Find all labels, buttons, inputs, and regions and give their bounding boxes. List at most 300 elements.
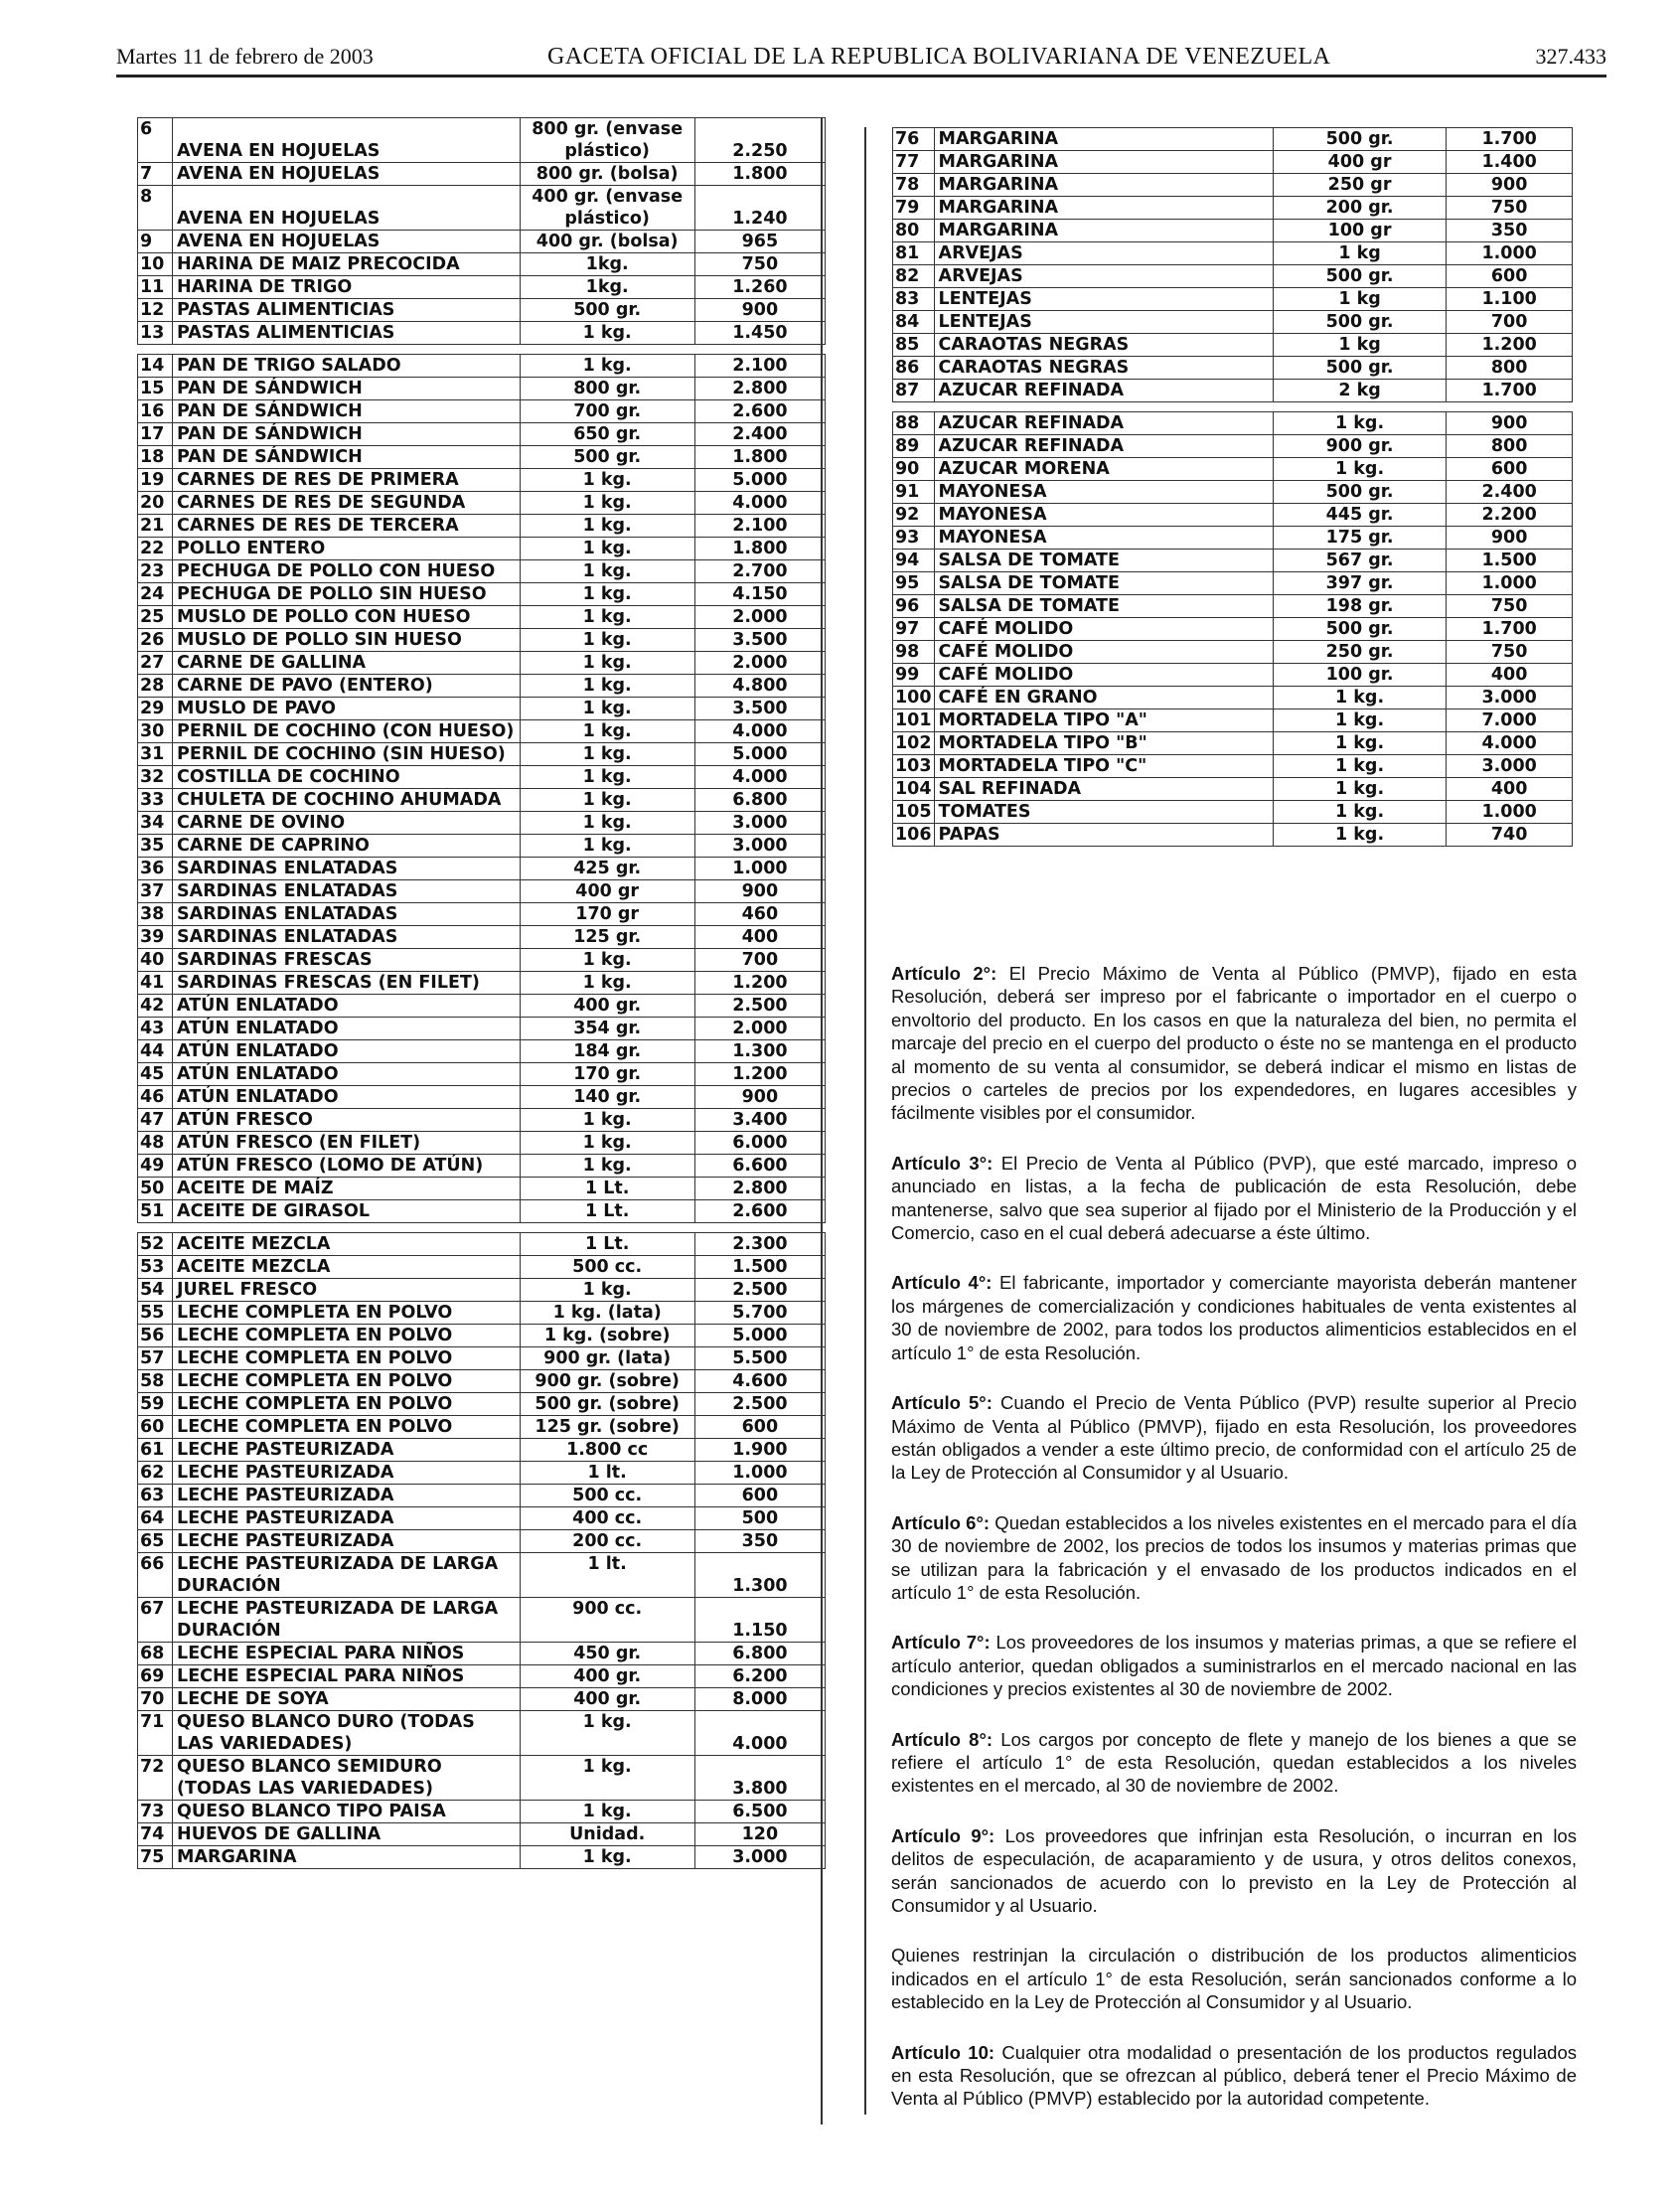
article-paragraph <box>891 1391 1577 1485</box>
max-price: 6.000 <box>694 1132 825 1155</box>
table-row <box>138 299 826 322</box>
article-text: Los proveedores que infrinjan esta Resolución, o incurran en los delitos de especulación, de acaparamiento y de usura, y otros delitos conexos, serán sancionados de acuerdo con lo previsto en la Ley de Protección al Consumidor y al Usuario. <box>891 1824 1577 1916</box>
table-row <box>138 812 826 835</box>
max-price: 2.000 <box>694 1018 825 1040</box>
table-row <box>893 595 1573 618</box>
product-name: AVENA EN HOJUELAS <box>173 186 521 231</box>
presentation: 250 gr <box>1273 174 1446 197</box>
table-row <box>138 1040 826 1063</box>
presentation: 1 kg. <box>520 1846 694 1869</box>
item-number: 63 <box>138 1485 173 1507</box>
product-name: SARDINAS ENLATADAS <box>173 880 521 903</box>
presentation: 1kg. <box>520 253 694 276</box>
presentation: 1 kg. <box>520 1132 694 1155</box>
presentation: 500 gr. <box>1273 618 1446 641</box>
table-row <box>138 378 826 400</box>
product-name: CARNE DE PAVO (ENTERO) <box>173 675 521 698</box>
product-name: SARDINAS FRESCAS (EN FILET) <box>173 972 521 995</box>
item-number: 46 <box>138 1086 173 1109</box>
max-price: 120 <box>694 1823 825 1846</box>
max-price: 1.200 <box>694 1063 825 1086</box>
table-row <box>138 1598 826 1643</box>
table-row <box>138 1109 826 1132</box>
article-paragraph <box>891 1152 1577 1245</box>
max-price: 4.000 <box>694 766 825 789</box>
item-number: 31 <box>138 743 173 766</box>
table-row <box>138 1393 826 1416</box>
presentation: 1 kg. <box>520 652 694 675</box>
product-name: CARNE DE GALLINA <box>173 652 521 675</box>
presentation: 1 kg. <box>520 560 694 583</box>
max-price: 1.000 <box>1447 801 1573 824</box>
item-number: 21 <box>138 515 173 538</box>
presentation: 650 gr. <box>520 423 694 446</box>
max-price: 4.800 <box>694 675 825 698</box>
product-name: CAFÉ MOLIDO <box>934 618 1273 641</box>
presentation: 800 gr. (bolsa) <box>520 163 694 186</box>
presentation: 400 gr. <box>520 995 694 1018</box>
product-name: ACEITE MEZCLA <box>173 1233 521 1256</box>
issue-date: Martes 11 de febrero de 2003 <box>116 44 374 69</box>
max-price: 2.500 <box>694 1393 825 1416</box>
max-price: 750 <box>694 253 825 276</box>
product-name: LECHE COMPLETA EN POLVO <box>173 1302 521 1325</box>
article-paragraph <box>891 962 1577 1125</box>
article-label: Artículo 4°: <box>891 1272 993 1294</box>
max-price: 1.700 <box>1447 618 1573 641</box>
item-number: 88 <box>893 412 935 435</box>
product-name: ACEITE MEZCLA <box>173 1256 521 1279</box>
max-price: 4.150 <box>694 583 825 606</box>
product-name: PECHUGA DE POLLO SIN HUESO <box>173 583 521 606</box>
max-price: 3.500 <box>694 698 825 720</box>
presentation: 200 cc. <box>520 1530 694 1553</box>
item-number: 106 <box>893 824 935 847</box>
presentation: 170 gr. <box>520 1063 694 1086</box>
item-number: 57 <box>138 1347 173 1370</box>
presentation: 1 kg. <box>520 469 694 492</box>
item-number: 47 <box>138 1109 173 1132</box>
table-row <box>893 311 1573 334</box>
product-name: MAYONESA <box>934 504 1273 527</box>
product-name: LECHE COMPLETA EN POLVO <box>173 1370 521 1393</box>
item-number: 25 <box>138 606 173 629</box>
presentation: 100 gr <box>1273 220 1446 242</box>
product-name: PAN DE TRIGO SALADO <box>173 355 521 378</box>
max-price: 2.300 <box>694 1233 825 1256</box>
presentation: 1 kg. <box>1273 458 1446 481</box>
max-price: 3.800 <box>694 1756 825 1801</box>
item-number: 44 <box>138 1040 173 1063</box>
article-paragraph <box>891 1824 1577 1918</box>
product-name: LENTEJAS <box>934 311 1273 334</box>
presentation: 1 kg. (sobre) <box>520 1325 694 1347</box>
product-name: PAN DE SÁNDWICH <box>173 446 521 469</box>
article-paragraph <box>891 1728 1577 1798</box>
item-number: 17 <box>138 423 173 446</box>
presentation: 445 gr. <box>1273 504 1446 527</box>
presentation: 1 Lt. <box>520 1200 694 1223</box>
table-gap <box>138 345 826 355</box>
product-name: ATÚN FRESCO (LOMO DE ATÚN) <box>173 1155 521 1178</box>
presentation: 1 kg. <box>1273 824 1446 847</box>
column-divider-left <box>821 117 823 2125</box>
article-label: Artículo 6°: <box>891 1511 991 1533</box>
product-name: CARNES DE RES DE PRIMERA <box>173 469 521 492</box>
product-name: ATÚN FRESCO (EN FILET) <box>173 1132 521 1155</box>
product-name: SARDINAS ENLATADAS <box>173 858 521 880</box>
item-number: 14 <box>138 355 173 378</box>
table-row <box>138 469 826 492</box>
max-price: 750 <box>1447 197 1573 220</box>
item-number: 71 <box>138 1711 173 1756</box>
max-price: 2.600 <box>694 1200 825 1223</box>
table-row <box>138 766 826 789</box>
table-row <box>138 560 826 583</box>
max-price: 1.240 <box>694 186 825 231</box>
presentation: 500 gr. <box>1273 265 1446 288</box>
max-price: 5.500 <box>694 1347 825 1370</box>
table-row <box>893 801 1573 824</box>
presentation: 1 kg. <box>520 606 694 629</box>
item-number: 100 <box>893 687 935 709</box>
table-row <box>138 515 826 538</box>
product-name: SARDINAS ENLATADAS <box>173 903 521 926</box>
product-name: MARGARINA <box>934 197 1273 220</box>
table-row <box>138 423 826 446</box>
product-name: HUEVOS DE GALLINA <box>173 1823 521 1846</box>
item-number: 20 <box>138 492 173 515</box>
product-name: LECHE ESPECIAL PARA NIÑOS <box>173 1643 521 1665</box>
article-text: Los cargos por concepto de flete y manejo de los bienes a que se refiere el artículo 1° de esta Resolución, quedan establecidos a los niveles existentes en el mercado, al 30 de noviembre de 2002. <box>891 1728 1577 1797</box>
table-row <box>138 1416 826 1439</box>
product-name: AZUCAR REFINADA <box>934 412 1273 435</box>
product-name: CAFÉ MOLIDO <box>934 664 1273 687</box>
table-row <box>138 1200 826 1223</box>
product-name: MARGARINA <box>934 151 1273 174</box>
product-name: MORTADELA TIPO "C" <box>934 755 1273 778</box>
max-price: 600 <box>694 1485 825 1507</box>
product-name: CARAOTAS NEGRAS <box>934 334 1273 357</box>
max-price: 900 <box>1447 412 1573 435</box>
max-price: 900 <box>694 1086 825 1109</box>
table-row <box>893 197 1573 220</box>
max-price: 5.700 <box>694 1302 825 1325</box>
table-row <box>893 128 1573 151</box>
product-name: ARVEJAS <box>934 265 1273 288</box>
presentation: 250 gr. <box>1273 641 1446 664</box>
presentation: 1 kg. <box>520 583 694 606</box>
presentation: 500 gr. <box>1273 311 1446 334</box>
item-number: 41 <box>138 972 173 995</box>
item-number: 94 <box>893 550 935 572</box>
presentation: 1 kg. <box>520 720 694 743</box>
product-name: LECHE COMPLETA EN POLVO <box>173 1393 521 1416</box>
presentation: 400 gr <box>520 880 694 903</box>
product-name: LECHE COMPLETA EN POLVO <box>173 1347 521 1370</box>
item-number: 6 <box>138 118 173 163</box>
product-name: LECHE PASTEURIZADA <box>173 1485 521 1507</box>
table-row <box>138 1439 826 1462</box>
max-price: 3.000 <box>694 812 825 835</box>
article-paragraph <box>891 1631 1577 1700</box>
article-text: Cualquier otra modalidad o presentación de los productos regulados en esta Resolución, que se ofrezcan al público, deberá tener el Precio Máximo de Venta al Público (PMVP) establecido por la autoridad competente. <box>891 2041 1577 2110</box>
product-name: ACEITE DE GIRASOL <box>173 1200 521 1223</box>
max-price: 400 <box>694 926 825 949</box>
item-number: 30 <box>138 720 173 743</box>
item-number: 103 <box>893 755 935 778</box>
table-row <box>893 481 1573 504</box>
presentation: Unidad. <box>520 1823 694 1846</box>
presentation: 1 kg. <box>520 538 694 560</box>
item-number: 97 <box>893 618 935 641</box>
table-row <box>893 174 1573 197</box>
table-row <box>138 492 826 515</box>
item-number: 64 <box>138 1507 173 1530</box>
item-number: 65 <box>138 1530 173 1553</box>
presentation: 800 gr. (envase plástico) <box>520 118 694 163</box>
item-number: 13 <box>138 322 173 345</box>
presentation: 1 kg <box>1273 288 1446 311</box>
item-number: 38 <box>138 903 173 926</box>
item-number: 86 <box>893 357 935 380</box>
max-price: 1.800 <box>694 538 825 560</box>
table-row <box>138 1643 826 1665</box>
item-number: 60 <box>138 1416 173 1439</box>
presentation: 1 kg. <box>520 743 694 766</box>
max-price: 900 <box>1447 527 1573 550</box>
table-row <box>138 926 826 949</box>
table-row <box>893 220 1573 242</box>
product-name: PAN DE SÁNDWICH <box>173 378 521 400</box>
header-rule <box>116 75 1606 78</box>
item-number: 7 <box>138 163 173 186</box>
product-name: LECHE PASTEURIZADA <box>173 1530 521 1553</box>
max-price: 750 <box>1447 595 1573 618</box>
product-name: AVENA EN HOJUELAS <box>173 118 521 163</box>
table-row <box>138 400 826 423</box>
table-row <box>138 1801 826 1823</box>
item-number: 55 <box>138 1302 173 1325</box>
item-number: 48 <box>138 1132 173 1155</box>
presentation: 170 gr <box>520 903 694 926</box>
product-name: SARDINAS ENLATADAS <box>173 926 521 949</box>
product-name: ATÚN FRESCO <box>173 1109 521 1132</box>
product-name: PERNIL DE COCHINO (CON HUESO) <box>173 720 521 743</box>
table-row <box>138 1756 826 1801</box>
presentation: 125 gr. (sobre) <box>520 1416 694 1439</box>
product-name: LECHE PASTEURIZADA <box>173 1462 521 1485</box>
presentation: 500 cc. <box>520 1256 694 1279</box>
presentation: 1 kg. <box>520 949 694 972</box>
table-row <box>893 664 1573 687</box>
max-price: 2.200 <box>1447 504 1573 527</box>
presentation: 500 gr. <box>520 299 694 322</box>
presentation: 500 cc. <box>520 1485 694 1507</box>
table-row <box>138 858 826 880</box>
item-number: 9 <box>138 231 173 253</box>
product-name: MARGARINA <box>934 220 1273 242</box>
item-number: 66 <box>138 1553 173 1598</box>
max-price: 7.000 <box>1447 709 1573 732</box>
max-price: 1.000 <box>694 858 825 880</box>
presentation: 1 kg. <box>520 355 694 378</box>
table-row <box>893 357 1573 380</box>
max-price: 2.000 <box>694 606 825 629</box>
table-row <box>138 972 826 995</box>
table-gap <box>138 1223 826 1233</box>
presentation: 125 gr. <box>520 926 694 949</box>
max-price: 350 <box>694 1530 825 1553</box>
table-row <box>138 1325 826 1347</box>
max-price: 1.700 <box>1447 380 1573 402</box>
product-name: ATÚN ENLATADO <box>173 1040 521 1063</box>
max-price: 800 <box>1447 357 1573 380</box>
presentation: 100 gr. <box>1273 664 1446 687</box>
presentation: 2 kg <box>1273 380 1446 402</box>
item-number: 70 <box>138 1688 173 1711</box>
item-number: 61 <box>138 1439 173 1462</box>
presentation: 500 gr. <box>520 446 694 469</box>
product-name: PAN DE SÁNDWICH <box>173 400 521 423</box>
item-number: 91 <box>893 481 935 504</box>
product-name: MARGARINA <box>934 174 1273 197</box>
table-row <box>138 1086 826 1109</box>
item-number: 18 <box>138 446 173 469</box>
item-number: 16 <box>138 400 173 423</box>
table-row <box>138 355 826 378</box>
item-number: 19 <box>138 469 173 492</box>
max-price: 1.200 <box>1447 334 1573 357</box>
item-number: 72 <box>138 1756 173 1801</box>
item-number: 62 <box>138 1462 173 1485</box>
table-row <box>893 709 1573 732</box>
item-number: 87 <box>893 380 935 402</box>
presentation: 500 gr. <box>1273 481 1446 504</box>
article-text: Quienes restrinjan la circulación o distribución de los productos alimenticios indicados en el artículo 1° de esta Resolución, serán sancionados conforme a lo establecido en la Ley de Protección al Consumidor y al Usuario. <box>891 1945 1577 2013</box>
presentation: 1.800 cc <box>520 1439 694 1462</box>
item-number: 24 <box>138 583 173 606</box>
product-name: LECHE PASTEURIZADA <box>173 1507 521 1530</box>
max-price: 1.500 <box>1447 550 1573 572</box>
table-row <box>138 163 826 186</box>
max-price: 965 <box>694 231 825 253</box>
max-price: 900 <box>694 299 825 322</box>
item-number: 34 <box>138 812 173 835</box>
article-paragraph <box>891 1511 1577 1605</box>
presentation: 500 gr. (sobre) <box>520 1393 694 1416</box>
table-row <box>138 698 826 720</box>
product-name: MARGARINA <box>173 1846 521 1869</box>
table-row <box>893 242 1573 265</box>
presentation: 397 gr. <box>1273 572 1446 595</box>
max-price: 1.000 <box>1447 572 1573 595</box>
item-number: 56 <box>138 1325 173 1347</box>
product-name: CARNE DE OVINO <box>173 812 521 835</box>
item-number: 99 <box>893 664 935 687</box>
table-row <box>138 322 826 345</box>
item-number: 22 <box>138 538 173 560</box>
table-row <box>138 743 826 766</box>
table-row <box>138 1823 826 1846</box>
presentation: 1 Lt. <box>520 1233 694 1256</box>
item-number: 69 <box>138 1665 173 1688</box>
max-price: 1.200 <box>694 972 825 995</box>
item-number: 96 <box>893 595 935 618</box>
table-row <box>138 1279 826 1302</box>
table-row <box>138 1485 826 1507</box>
presentation: 1 kg. <box>520 698 694 720</box>
presentation: 900 gr. (lata) <box>520 1347 694 1370</box>
price-table-right <box>892 127 1573 847</box>
article-label: Artículo 3°: <box>891 1152 993 1174</box>
table-row <box>138 629 826 652</box>
item-number: 104 <box>893 778 935 801</box>
item-number: 54 <box>138 1279 173 1302</box>
max-price: 2.100 <box>694 515 825 538</box>
article-label: Artículo 5°: <box>891 1392 993 1414</box>
table-row <box>138 1233 826 1256</box>
item-number: 29 <box>138 698 173 720</box>
max-price: 400 <box>1447 664 1573 687</box>
max-price: 2.700 <box>694 560 825 583</box>
item-number: 36 <box>138 858 173 880</box>
max-price: 6.200 <box>694 1665 825 1688</box>
article-text: El fabricante, importador y comerciante mayorista deberán mantener los márgenes de comercialización y condiciones habituales de venta existentes al 30 de noviembre de 2002, para todos los productos alimenticios establecidos en el artículo 1° de esta Resolución. <box>891 1272 1577 1363</box>
max-price: 6.800 <box>694 789 825 812</box>
table-row <box>138 118 826 163</box>
max-price: 2.000 <box>694 652 825 675</box>
table-row <box>893 572 1573 595</box>
article-paragraph <box>891 2041 1577 2111</box>
max-price: 700 <box>1447 311 1573 334</box>
item-number: 12 <box>138 299 173 322</box>
product-name: MAYONESA <box>934 527 1273 550</box>
product-name: AZUCAR REFINADA <box>934 435 1273 458</box>
presentation: 1 kg. <box>520 1155 694 1178</box>
presentation: 1 kg. <box>1273 778 1446 801</box>
table-row <box>893 458 1573 481</box>
table-row <box>138 1132 826 1155</box>
max-price: 2.400 <box>1447 481 1573 504</box>
article-text: Los proveedores de los insumos y materias primas, a que se refiere el artículo anterior, quedan obligados a suministrarlos en el mercado nacional en las condiciones y precios existentes al 30 de noviembre de 2002. <box>891 1632 1577 1700</box>
presentation: 140 gr. <box>520 1086 694 1109</box>
max-price: 3.000 <box>694 835 825 858</box>
product-name: TOMATES <box>934 801 1273 824</box>
item-number: 51 <box>138 1200 173 1223</box>
page-number: 327.433 <box>1535 44 1606 69</box>
presentation: 1 kg. <box>520 1756 694 1801</box>
item-number: 58 <box>138 1370 173 1393</box>
presentation: 1 kg. <box>520 629 694 652</box>
presentation: 1 kg. <box>520 515 694 538</box>
presentation: 900 cc. <box>520 1598 694 1643</box>
item-number: 45 <box>138 1063 173 1086</box>
table-row <box>138 835 826 858</box>
product-name: ATÚN ENLATADO <box>173 1063 521 1086</box>
presentation: 1 kg. <box>1273 732 1446 755</box>
table-row <box>138 186 826 231</box>
table-row <box>138 903 826 926</box>
max-price: 2.600 <box>694 400 825 423</box>
presentation: 1 kg. <box>1273 687 1446 709</box>
item-number: 98 <box>893 641 935 664</box>
table-row <box>893 504 1573 527</box>
product-name: CARNE DE CAPRINO <box>173 835 521 858</box>
item-number: 26 <box>138 629 173 652</box>
presentation: 1 lt. <box>520 1462 694 1485</box>
product-name: AZUCAR REFINADA <box>934 380 1273 402</box>
